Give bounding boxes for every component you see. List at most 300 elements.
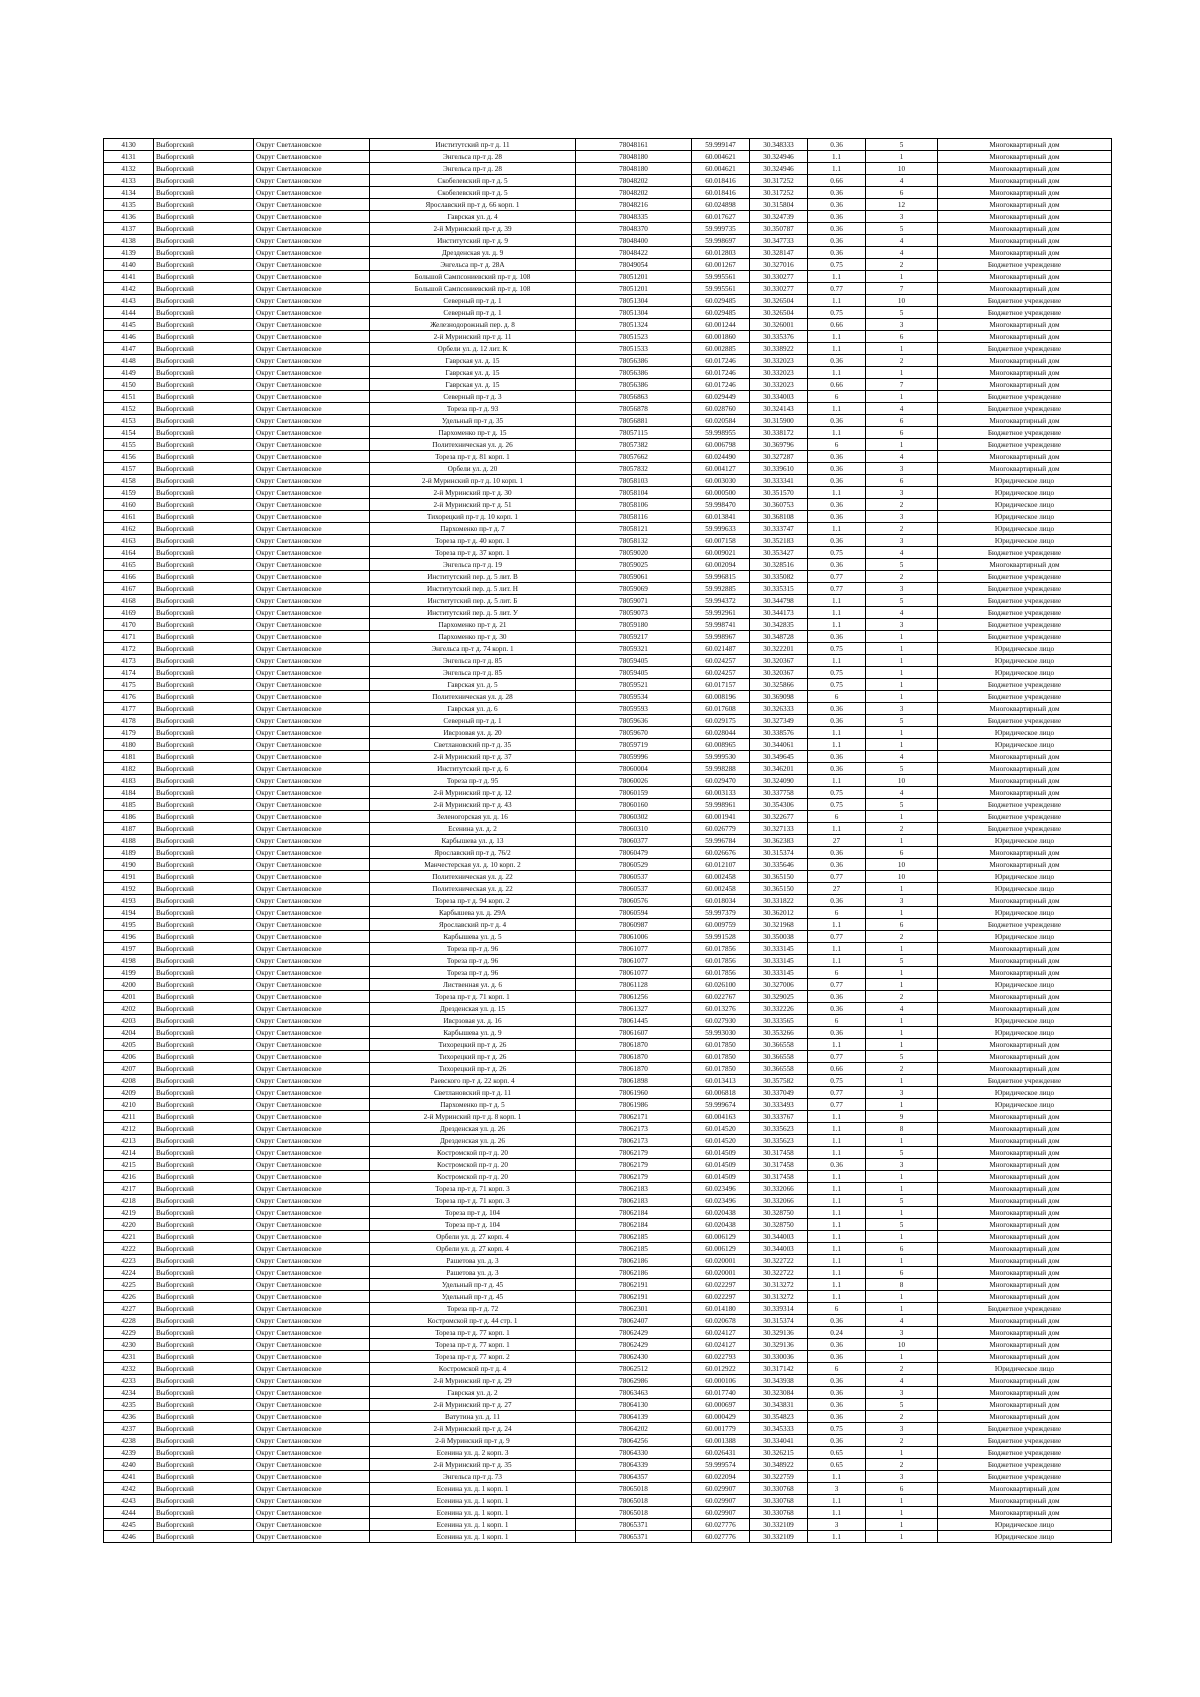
area-cell: Округ Светлановское	[254, 1195, 370, 1207]
type-cell: Бюджетное учреждение	[938, 1303, 1112, 1315]
latitude-cell: 60.017740	[692, 1387, 750, 1399]
type-cell: Бюджетное учреждение	[938, 583, 1112, 595]
latitude-cell: 60.000106	[692, 1375, 750, 1387]
type-cell: Многоквартирный дом	[938, 1291, 1112, 1303]
type-cell: Многоквартирный дом	[938, 967, 1112, 979]
district-cell: Выборгский	[154, 655, 254, 667]
address-cell: Тореза пр-т д. 72	[370, 1303, 576, 1315]
latitude-cell: 60.017157	[692, 679, 750, 691]
code-cell: 78062429	[576, 1327, 692, 1339]
count-cell: 3	[866, 1423, 938, 1435]
district-cell: Выборгский	[154, 535, 254, 547]
volume-cell: 0.36	[808, 1399, 866, 1411]
row-number: 4157	[104, 463, 154, 475]
volume-cell: 0.75	[808, 643, 866, 655]
latitude-cell: 60.026779	[692, 823, 750, 835]
district-cell: Выборгский	[154, 631, 254, 643]
type-cell: Многоквартирный дом	[938, 1195, 1112, 1207]
district-cell: Выборгский	[154, 1171, 254, 1183]
count-cell: 4	[866, 235, 938, 247]
address-cell: Тореза пр-т д. 71 корп. 1	[370, 991, 576, 1003]
row-number: 4194	[104, 907, 154, 919]
count-cell: 8	[866, 1123, 938, 1135]
volume-cell: 0.36	[808, 859, 866, 871]
table-row	[104, 643, 1112, 655]
type-cell: Бюджетное учреждение	[938, 631, 1112, 643]
longitude-cell: 30.315900	[750, 415, 808, 427]
latitude-cell: 60.009021	[692, 547, 750, 559]
longitude-cell: 30.344003	[750, 1231, 808, 1243]
row-number: 4179	[104, 727, 154, 739]
area-cell: Округ Светлановское	[254, 367, 370, 379]
latitude-cell: 60.022297	[692, 1279, 750, 1291]
row-number: 4175	[104, 679, 154, 691]
count-cell: 3	[866, 535, 938, 547]
address-cell: Дрезденская ул. д. 26	[370, 1123, 576, 1135]
address-cell: Тихорецкий пр-т д. 26	[370, 1063, 576, 1075]
area-cell: Округ Светлановское	[254, 943, 370, 955]
table-row	[104, 1519, 1112, 1531]
area-cell: Округ Светлановское	[254, 1375, 370, 1387]
table-row	[104, 199, 1112, 211]
volume-cell: 0.36	[808, 355, 866, 367]
table-row	[104, 475, 1112, 487]
volume-cell: 1.1	[808, 1495, 866, 1507]
row-number: 4221	[104, 1231, 154, 1243]
district-cell: Выборгский	[154, 343, 254, 355]
longitude-cell: 30.335376	[750, 331, 808, 343]
volume-cell: 1.1	[808, 1255, 866, 1267]
latitude-cell: 60.026676	[692, 847, 750, 859]
volume-cell: 0.75	[808, 259, 866, 271]
table-row	[104, 727, 1112, 739]
code-cell: 78060310	[576, 823, 692, 835]
address-cell: Энгельса пр-т д. 28	[370, 151, 576, 163]
type-cell: Многоквартирный дом	[938, 1411, 1112, 1423]
code-cell: 78059521	[576, 679, 692, 691]
count-cell: 2	[866, 355, 938, 367]
code-cell: 78064339	[576, 1459, 692, 1471]
address-cell: Есенина ул. д. 1 корп. 1	[370, 1495, 576, 1507]
latitude-cell: 60.028044	[692, 727, 750, 739]
code-cell: 78059405	[576, 655, 692, 667]
district-cell: Выборгский	[154, 1075, 254, 1087]
district-cell: Выборгский	[154, 223, 254, 235]
type-cell: Многоквартирный дом	[938, 859, 1112, 871]
count-cell: 1	[866, 835, 938, 847]
address-cell: 2-й Муринский пр-т д. 51	[370, 499, 576, 511]
type-cell: Бюджетное учреждение	[938, 391, 1112, 403]
latitude-cell: 60.017246	[692, 367, 750, 379]
latitude-cell: 60.000697	[692, 1399, 750, 1411]
row-number: 4138	[104, 235, 154, 247]
area-cell: Округ Светлановское	[254, 247, 370, 259]
district-cell: Выборгский	[154, 775, 254, 787]
area-cell: Округ Светлановское	[254, 1447, 370, 1459]
latitude-cell: 60.029907	[692, 1495, 750, 1507]
area-cell: Округ Светлановское	[254, 955, 370, 967]
latitude-cell: 60.022297	[692, 1291, 750, 1303]
volume-cell: 6	[808, 391, 866, 403]
area-cell: Округ Светлановское	[254, 319, 370, 331]
area-cell: Округ Светлановское	[254, 1471, 370, 1483]
district-cell: Выборгский	[154, 967, 254, 979]
longitude-cell: 30.344798	[750, 595, 808, 607]
table-row	[104, 439, 1112, 451]
address-cell: Светлановский пр-т д. 11	[370, 1087, 576, 1099]
count-cell: 5	[866, 223, 938, 235]
address-cell: Институтский пр-т д. 11	[370, 139, 576, 151]
longitude-cell: 30.326504	[750, 307, 808, 319]
area-cell: Округ Светлановское	[254, 931, 370, 943]
type-cell: Юридическое лицо	[938, 511, 1112, 523]
count-cell: 1	[866, 1495, 938, 1507]
type-cell: Многоквартирный дом	[938, 1339, 1112, 1351]
table-row	[104, 295, 1112, 307]
type-cell: Многоквартирный дом	[938, 1063, 1112, 1075]
table-row	[104, 487, 1112, 499]
code-cell: 78058106	[576, 499, 692, 511]
longitude-cell: 30.365150	[750, 871, 808, 883]
table-row	[104, 331, 1112, 343]
address-cell: Политехническая ул. д. 22	[370, 883, 576, 895]
longitude-cell: 30.333747	[750, 523, 808, 535]
type-cell: Многоквартирный дом	[938, 139, 1112, 151]
latitude-cell: 60.007158	[692, 535, 750, 547]
latitude-cell: 60.014520	[692, 1123, 750, 1135]
area-cell: Округ Светлановское	[254, 583, 370, 595]
code-cell: 78062185	[576, 1243, 692, 1255]
type-cell: Юридическое лицо	[938, 499, 1112, 511]
code-cell: 78056386	[576, 355, 692, 367]
count-cell: 3	[866, 895, 938, 907]
address-cell: Пархоменко пр-т д. 5	[370, 1099, 576, 1111]
latitude-cell: 60.029907	[692, 1507, 750, 1519]
type-cell: Бюджетное учреждение	[938, 427, 1112, 439]
latitude-cell: 60.023496	[692, 1195, 750, 1207]
area-cell: Округ Светлановское	[254, 187, 370, 199]
code-cell: 78048400	[576, 235, 692, 247]
row-number: 4140	[104, 259, 154, 271]
address-cell: 2-й Муринский пр-т д. 8 корп. 1	[370, 1111, 576, 1123]
address-cell: Ярославский пр-т д. 76/2	[370, 847, 576, 859]
address-cell: Есенина ул. д. 1 корп. 1	[370, 1531, 576, 1543]
area-cell: Округ Светлановское	[254, 163, 370, 175]
type-cell: Юридическое лицо	[938, 739, 1112, 751]
row-number: 4172	[104, 643, 154, 655]
address-cell: Удельный пр-т д. 45	[370, 1279, 576, 1291]
row-number: 4199	[104, 967, 154, 979]
area-cell: Округ Светлановское	[254, 1327, 370, 1339]
volume-cell: 1.1	[808, 343, 866, 355]
table-row	[104, 1411, 1112, 1423]
address-cell: 2-й Муринский пр-т д. 12	[370, 787, 576, 799]
code-cell: 78061870	[576, 1039, 692, 1051]
code-cell: 78056878	[576, 403, 692, 415]
table-row	[104, 775, 1112, 787]
district-cell: Выборгский	[154, 1327, 254, 1339]
count-cell: 7	[866, 283, 938, 295]
address-cell: Ярославский пр-т д. 4	[370, 919, 576, 931]
count-cell: 1	[866, 691, 938, 703]
address-cell: Манчестерская ул. д. 10 корп. 2	[370, 859, 576, 871]
latitude-cell: 60.017246	[692, 379, 750, 391]
longitude-cell: 30.332226	[750, 1003, 808, 1015]
table-row	[104, 1123, 1112, 1135]
volume-cell: 0.36	[808, 211, 866, 223]
table-row	[104, 1207, 1112, 1219]
latitude-cell: 60.001779	[692, 1423, 750, 1435]
district-cell: Выборгский	[154, 331, 254, 343]
row-number: 4165	[104, 559, 154, 571]
count-cell: 5	[866, 955, 938, 967]
type-cell: Многоквартирный дом	[938, 211, 1112, 223]
table-row	[104, 1027, 1112, 1039]
area-cell: Округ Светлановское	[254, 259, 370, 271]
volume-cell: 0.77	[808, 571, 866, 583]
longitude-cell: 30.324143	[750, 403, 808, 415]
area-cell: Округ Светлановское	[254, 895, 370, 907]
count-cell: 3	[866, 319, 938, 331]
row-number: 4155	[104, 439, 154, 451]
area-cell: Округ Светлановское	[254, 1003, 370, 1015]
type-cell: Многоквартирный дом	[938, 1375, 1112, 1387]
table-row	[104, 1051, 1112, 1063]
longitude-cell: 30.333145	[750, 955, 808, 967]
code-cell: 78059025	[576, 559, 692, 571]
longitude-cell: 30.326504	[750, 295, 808, 307]
volume-cell: 0.66	[808, 1063, 866, 1075]
row-number: 4158	[104, 475, 154, 487]
count-cell: 1	[866, 1507, 938, 1519]
longitude-cell: 30.343938	[750, 1375, 808, 1387]
latitude-cell: 60.006129	[692, 1231, 750, 1243]
longitude-cell: 30.334041	[750, 1435, 808, 1447]
table-row	[104, 547, 1112, 559]
row-number: 4201	[104, 991, 154, 1003]
count-cell: 1	[866, 1099, 938, 1111]
area-cell: Округ Светлановское	[254, 1099, 370, 1111]
latitude-cell: 60.017856	[692, 967, 750, 979]
count-cell: 5	[866, 307, 938, 319]
row-number: 4228	[104, 1315, 154, 1327]
district-cell: Выборгский	[154, 211, 254, 223]
code-cell: 78062186	[576, 1255, 692, 1267]
district-cell: Выборгский	[154, 487, 254, 499]
area-cell: Округ Светлановское	[254, 1315, 370, 1327]
district-cell: Выборгский	[154, 523, 254, 535]
type-cell: Многоквартирный дом	[938, 991, 1112, 1003]
district-cell: Выборгский	[154, 919, 254, 931]
volume-cell: 0.36	[808, 763, 866, 775]
district-cell: Выборгский	[154, 295, 254, 307]
row-number: 4180	[104, 739, 154, 751]
code-cell: 78062179	[576, 1159, 692, 1171]
row-number: 4219	[104, 1207, 154, 1219]
address-cell: Карбышева ул. д. 5	[370, 931, 576, 943]
type-cell: Многоквартирный дом	[938, 943, 1112, 955]
table-row	[104, 559, 1112, 571]
row-number: 4144	[104, 307, 154, 319]
volume-cell: 27	[808, 883, 866, 895]
longitude-cell: 30.322677	[750, 811, 808, 823]
code-cell: 78061006	[576, 931, 692, 943]
table-row	[104, 859, 1112, 871]
type-cell: Многоквартирный дом	[938, 895, 1112, 907]
table-row	[104, 1339, 1112, 1351]
type-cell: Многоквартирный дом	[938, 1171, 1112, 1183]
area-cell: Округ Светлановское	[254, 571, 370, 583]
district-cell: Выборгский	[154, 1231, 254, 1243]
count-cell: 10	[866, 163, 938, 175]
row-number: 4169	[104, 607, 154, 619]
area-cell: Округ Светлановское	[254, 763, 370, 775]
longitude-cell: 30.357582	[750, 1075, 808, 1087]
code-cell: 78065371	[576, 1531, 692, 1543]
type-cell: Юридическое лицо	[938, 979, 1112, 991]
row-number: 4213	[104, 1135, 154, 1147]
row-number: 4223	[104, 1255, 154, 1267]
code-cell: 78048180	[576, 163, 692, 175]
latitude-cell: 60.017627	[692, 211, 750, 223]
volume-cell: 3	[808, 1519, 866, 1531]
table-row	[104, 835, 1112, 847]
count-cell: 1	[866, 811, 938, 823]
type-cell: Многоквартирный дом	[938, 235, 1112, 247]
longitude-cell: 30.329136	[750, 1327, 808, 1339]
latitude-cell: 59.995561	[692, 271, 750, 283]
row-number: 4136	[104, 211, 154, 223]
address-cell: Тореза пр-т д. 95	[370, 775, 576, 787]
table-row	[104, 607, 1112, 619]
row-number: 4190	[104, 859, 154, 871]
area-cell: Округ Светлановское	[254, 1351, 370, 1363]
area-cell: Округ Светлановское	[254, 523, 370, 535]
volume-cell: 0.75	[808, 667, 866, 679]
volume-cell: 0.36	[808, 139, 866, 151]
volume-cell: 1.1	[808, 739, 866, 751]
table-row	[104, 307, 1112, 319]
district-cell: Выборгский	[154, 727, 254, 739]
area-cell: Округ Светлановское	[254, 619, 370, 631]
district-cell: Выборгский	[154, 1027, 254, 1039]
address-cell: 2-й Муринский пр-т д. 9	[370, 1435, 576, 1447]
area-cell: Округ Светлановское	[254, 967, 370, 979]
area-cell: Округ Светлановское	[254, 1087, 370, 1099]
area-cell: Округ Светлановское	[254, 283, 370, 295]
code-cell: 78061256	[576, 991, 692, 1003]
latitude-cell: 59.999147	[692, 139, 750, 151]
district-cell: Выборгский	[154, 1183, 254, 1195]
table-row	[104, 415, 1112, 427]
table-row	[104, 151, 1112, 163]
volume-cell: 1.1	[808, 427, 866, 439]
area-cell: Округ Светлановское	[254, 223, 370, 235]
address-cell: Гаврская ул. д. 4	[370, 211, 576, 223]
longitude-cell: 30.344173	[750, 607, 808, 619]
latitude-cell: 60.014520	[692, 1135, 750, 1147]
code-cell: 78060479	[576, 847, 692, 859]
latitude-cell: 60.003133	[692, 787, 750, 799]
row-number: 4152	[104, 403, 154, 415]
address-cell: Гаврская ул. д. 15	[370, 379, 576, 391]
address-cell: Тореза пр-т д. 37 корп. 1	[370, 547, 576, 559]
latitude-cell: 60.012922	[692, 1363, 750, 1375]
latitude-cell: 60.014180	[692, 1303, 750, 1315]
row-number: 4208	[104, 1075, 154, 1087]
code-cell: 78061870	[576, 1063, 692, 1075]
row-number: 4159	[104, 487, 154, 499]
latitude-cell: 60.006818	[692, 1087, 750, 1099]
volume-cell: 0.36	[808, 511, 866, 523]
address-cell: Есенина ул. д. 1 корп. 1	[370, 1483, 576, 1495]
district-cell: Выборгский	[154, 163, 254, 175]
count-cell: 2	[866, 571, 938, 583]
row-number: 4217	[104, 1183, 154, 1195]
latitude-cell: 60.009759	[692, 919, 750, 931]
row-number: 4245	[104, 1519, 154, 1531]
district-cell: Выборгский	[154, 259, 254, 271]
row-number: 4233	[104, 1375, 154, 1387]
address-cell: Пархоменко пр-т д. 30	[370, 631, 576, 643]
count-cell: 1	[866, 1039, 938, 1051]
address-cell: Энгельса пр-т д. 85	[370, 667, 576, 679]
latitude-cell: 60.014509	[692, 1159, 750, 1171]
area-cell: Округ Светлановское	[254, 979, 370, 991]
type-cell: Многоквартирный дом	[938, 1219, 1112, 1231]
latitude-cell: 60.024127	[692, 1339, 750, 1351]
longitude-cell: 30.353266	[750, 1027, 808, 1039]
count-cell: 3	[866, 1327, 938, 1339]
volume-cell: 0.36	[808, 703, 866, 715]
longitude-cell: 30.338576	[750, 727, 808, 739]
address-cell: Рашетова ул. д. 3	[370, 1255, 576, 1267]
district-cell: Выборгский	[154, 199, 254, 211]
count-cell: 6	[866, 427, 938, 439]
row-number: 4130	[104, 139, 154, 151]
table-row	[104, 1351, 1112, 1363]
table-row	[104, 1447, 1112, 1459]
row-number: 4137	[104, 223, 154, 235]
type-cell: Бюджетное учреждение	[938, 403, 1112, 415]
row-number: 4193	[104, 895, 154, 907]
longitude-cell: 30.317458	[750, 1159, 808, 1171]
count-cell: 5	[866, 799, 938, 811]
district-cell: Выборгский	[154, 1315, 254, 1327]
district-cell: Выборгский	[154, 1399, 254, 1411]
longitude-cell: 30.346201	[750, 763, 808, 775]
address-cell: Тореза пр-т д. 71 корп. 3	[370, 1195, 576, 1207]
address-cell: Пархоменко пр-т д. 15	[370, 427, 576, 439]
row-number: 4243	[104, 1495, 154, 1507]
longitude-cell: 30.332023	[750, 367, 808, 379]
type-cell: Бюджетное учреждение	[938, 1423, 1112, 1435]
area-cell: Округ Светлановское	[254, 1279, 370, 1291]
latitude-cell: 60.017856	[692, 943, 750, 955]
longitude-cell: 30.335623	[750, 1135, 808, 1147]
table-row	[104, 355, 1112, 367]
area-cell: Округ Светлановское	[254, 427, 370, 439]
table-row	[104, 1195, 1112, 1207]
row-number: 4174	[104, 667, 154, 679]
code-cell: 78062407	[576, 1315, 692, 1327]
address-cell: Политехническая ул. д. 22	[370, 871, 576, 883]
volume-cell: 1.1	[808, 607, 866, 619]
row-number: 4238	[104, 1435, 154, 1447]
area-cell: Округ Светлановское	[254, 1147, 370, 1159]
count-cell: 1	[866, 907, 938, 919]
latitude-cell: 59.999574	[692, 1459, 750, 1471]
